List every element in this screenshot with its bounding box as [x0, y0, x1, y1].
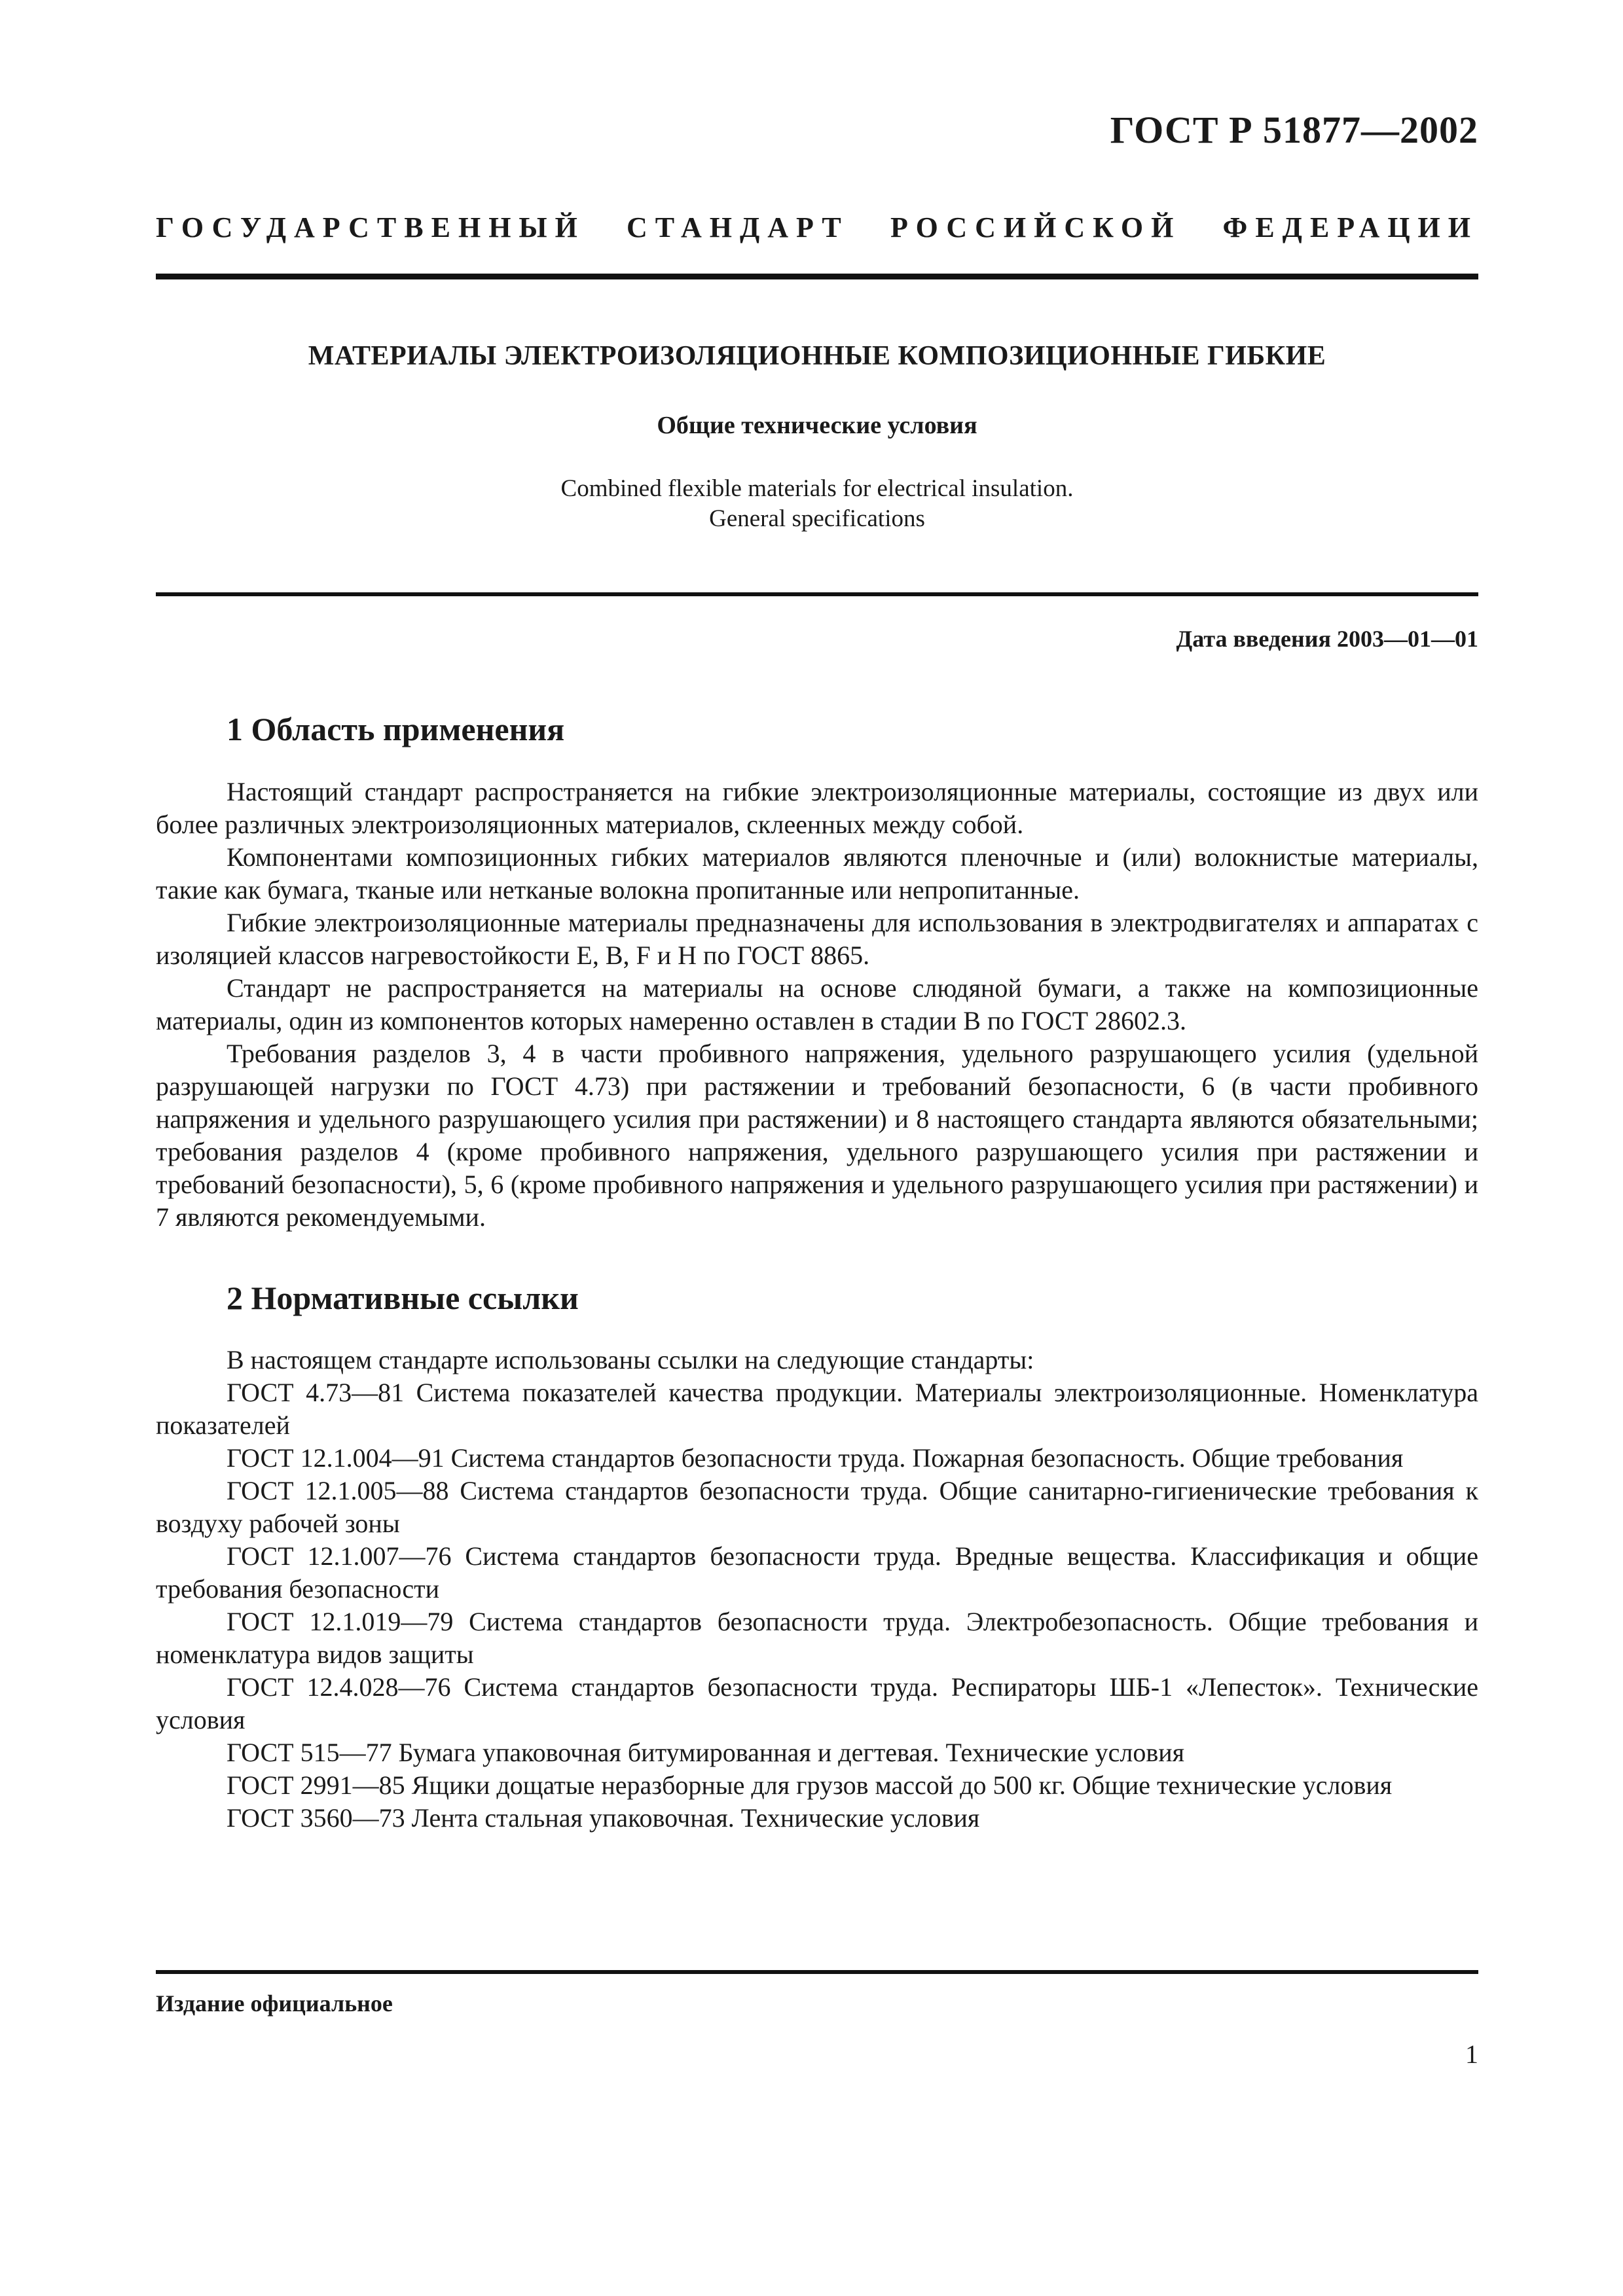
english-title	[156, 474, 1478, 534]
section-body-scope	[156, 776, 1478, 1234]
introduction-date: Дата введения 2003—01—01	[1176, 626, 1478, 652]
paragraph: Гибкие электроизоляционные материалы предназначены для использования в электродвигателях и аппаратах с изоляцией классов нагревостойкости Е, В, F и Н по ГОСТ 8865.	[156, 908, 1478, 970]
reference-item: ГОСТ 3560—73 Лента стальная упаковочная. Технические условия	[227, 1803, 980, 1833]
footer-divider	[156, 1970, 1478, 1974]
section-body-references	[156, 1344, 1478, 1835]
reference-item: ГОСТ 2991—85 Ящики дощатые неразборные для грузов массой до 500 кг. Общие технические условия	[227, 1770, 1393, 1800]
reference-item: ГОСТ 515—77 Бумага упаковочная битумированная и дегтевая. Технические условия	[227, 1738, 1185, 1767]
header-divider	[156, 274, 1478, 279]
reference-item: ГОСТ 12.1.005—88 Система стандартов безопасности труда. Общие санитарно-гигиенические требования к воздуху рабочей зоны	[156, 1476, 1478, 1538]
reference-item: ГОСТ 12.4.028—76 Система стандартов безопасности труда. Респираторы ШБ-1 «Лепесток». Технические условия	[156, 1672, 1478, 1734]
section-heading-references: 2 Нормативные ссылки	[227, 1280, 579, 1316]
title-divider	[156, 592, 1478, 596]
reference-item: ГОСТ 12.1.004—91 Система стандартов безопасности труда. Пожарная безопасность. Общие требования	[227, 1443, 1404, 1473]
paragraph: Стандарт не распространяется на материалы на основе слюдяной бумаги, а также на композиционные материалы, один из компонентов которых намеренно оставлен в стадии В по ГОСТ 28602.3.	[156, 973, 1478, 1035]
reference-item: ГОСТ 4.73—81 Система показателей качества продукции. Материалы электроизоляционные. Номенклатура показателей	[156, 1378, 1478, 1440]
document-title: МАТЕРИАЛЫ ЭЛЕКТРОИЗОЛЯЦИОННЫЕ КОМПОЗИЦИОННЫЕ ГИБКИЕ	[308, 341, 1326, 371]
edition-note: Издание официальное	[156, 1990, 393, 2017]
document-subtitle: Общие технические условия	[657, 412, 977, 439]
reference-item: ГОСТ 12.1.019—79 Система стандартов безопасности труда. Электробезопасность. Общие требования и номенклатура видов защиты	[156, 1607, 1478, 1669]
section-heading-scope: 1 Область применения	[227, 711, 565, 747]
paragraph: Требования разделов 3, 4 в части пробивного напряжения, удельного разрушающего усилия (удельной разрушающей нагрузки по ГОСТ 4.73) при растяжении и требований безопасности, 6 (в части пробивного напряжения и удельного разрушающего усилия при растяжении) и 8 настоящего стандарта являются обязательными; требования разделов 4 (кроме пробивного напряжения, удельного разрушающего усилия при растяжении и требований безопасности), 5, 6 (кроме пробивного напряжения и удельного разрушающего усилия при растяжении) и 7 являются рекомендуемыми.	[156, 1039, 1478, 1232]
english-title-line-2: General specifications	[709, 505, 925, 532]
doc-code: ГОСТ Р 51877—2002	[1110, 109, 1478, 151]
paragraph: Компонентами композиционных гибких материалов являются пленочные и (или) волокнистые материалы, такие как бумага, тканые или нетканые волокна пропитанные или непропитанные.	[156, 842, 1478, 905]
paragraph: В настоящем стандарте использованы ссылки на следующие стандарты:	[227, 1345, 1034, 1374]
document-page	[156, 0, 1478, 2296]
state-standard-banner: ГОСУДАРСТВЕННЫЙ СТАНДАРТ РОССИЙСКОЙ ФЕДЕРАЦИИ	[156, 211, 1478, 243]
reference-item: ГОСТ 12.1.007—76 Система стандартов безопасности труда. Вредные вещества. Классификация и общие требования безопасности	[156, 1541, 1478, 1604]
english-title-line-1: Combined flexible materials for electrical insulation.	[560, 475, 1074, 502]
paragraph: Настоящий стандарт распространяется на гибкие электроизоляционные материалы, состоящие из двух или более различных электроизоляционных материалов, склеенных между собой.	[156, 777, 1478, 839]
page-number: 1	[1465, 2039, 1478, 2069]
